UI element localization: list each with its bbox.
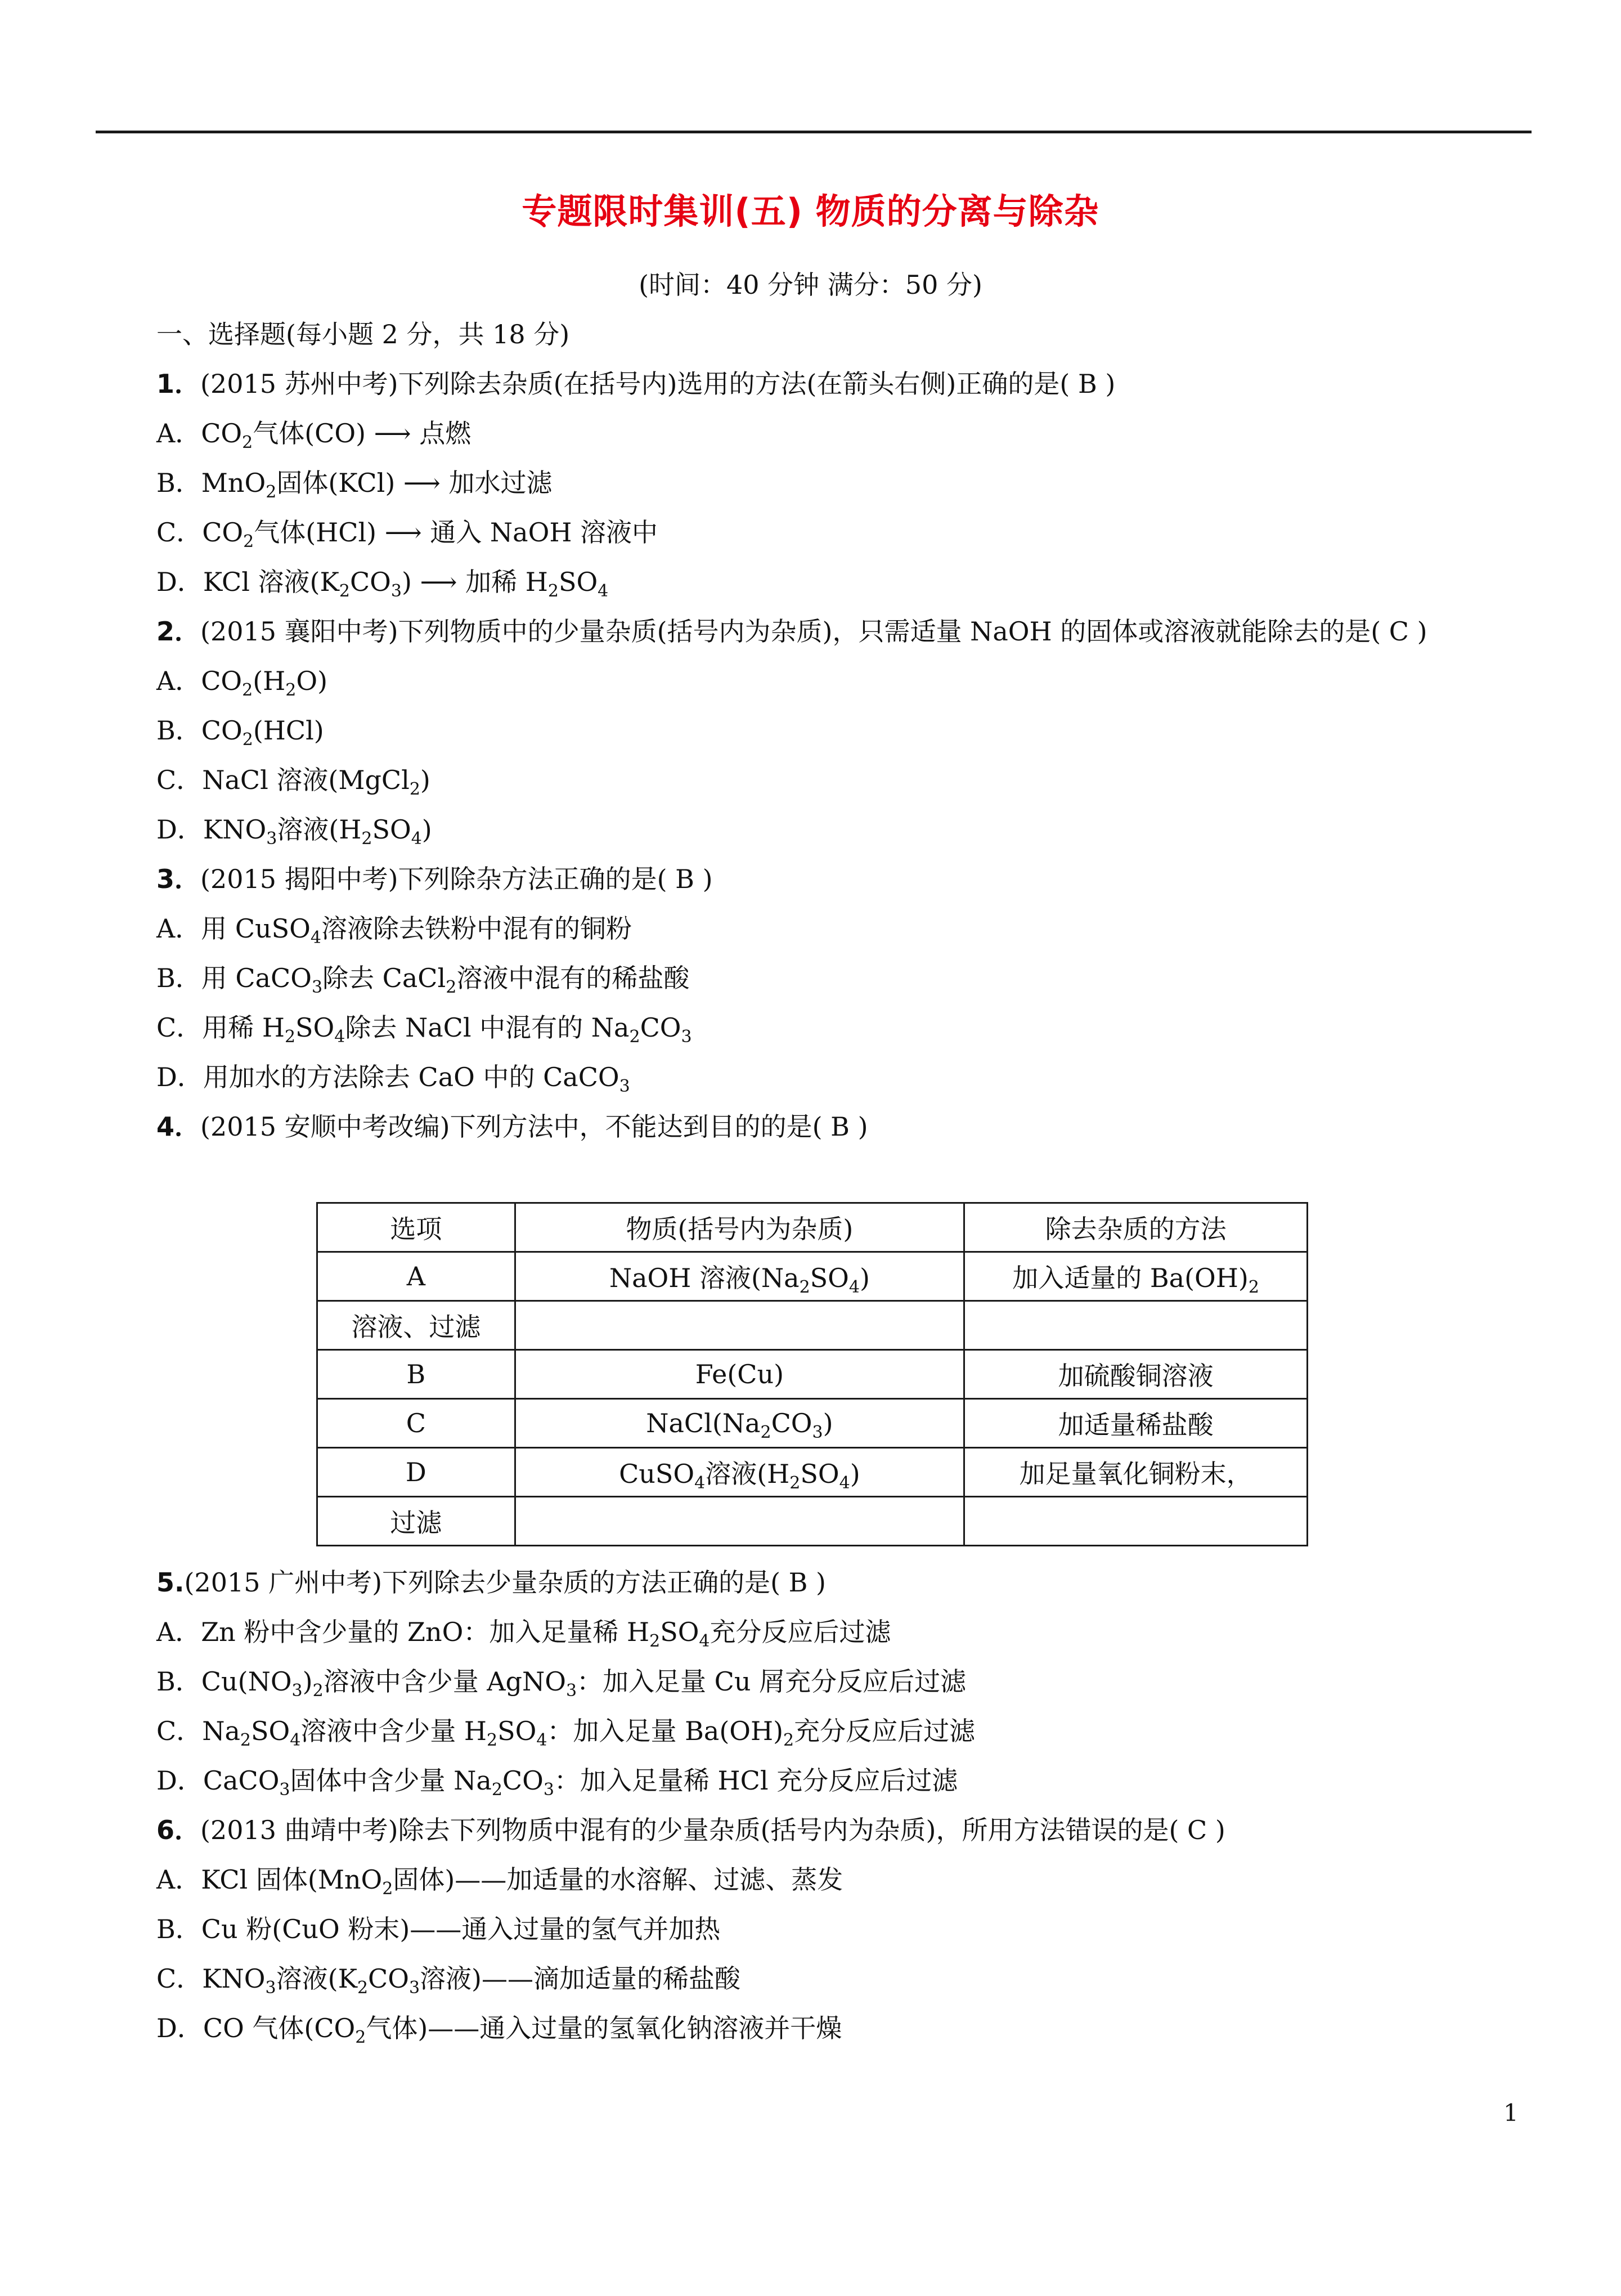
table-cell: 溶液、过滤 bbox=[317, 1301, 515, 1350]
q5-option-b bbox=[156, 1657, 1518, 1706]
subscript: 2 bbox=[240, 1730, 251, 1750]
subscript: 2 bbox=[339, 581, 350, 601]
subscript: 2 bbox=[547, 581, 559, 601]
text: C．用稀 H bbox=[156, 1012, 285, 1043]
text: NaCl(Na bbox=[646, 1408, 761, 1438]
table-header-row bbox=[317, 1203, 1308, 1252]
question-text: (2015 广州中考)下列除去少量杂质的方法正确的是( B ) bbox=[184, 1567, 827, 1598]
question-text: (2015 揭阳中考)下列除杂方法正确的是( B ) bbox=[200, 864, 713, 894]
q3-option-b bbox=[156, 953, 1518, 1003]
table-cell: C bbox=[317, 1399, 515, 1448]
text: ) bbox=[823, 1408, 833, 1438]
subscript: 4 bbox=[848, 1277, 860, 1297]
text: ：加入足量 Cu 屑充分反应后过滤 bbox=[577, 1666, 967, 1697]
subscript: 2 bbox=[242, 433, 253, 452]
question-number: 3． bbox=[156, 864, 201, 894]
q6-option-b bbox=[156, 1904, 1518, 1954]
text: 溶液(H bbox=[277, 814, 362, 845]
table-cell: D bbox=[317, 1448, 515, 1497]
subscript: 2 bbox=[382, 1879, 393, 1899]
table-cell: 加适量稀盐酸 bbox=[964, 1399, 1308, 1448]
text: ) bbox=[860, 1263, 870, 1293]
table-cell: 加硫酸铜溶液 bbox=[964, 1350, 1308, 1399]
subscript: 3 bbox=[565, 1681, 577, 1701]
q2-option-a bbox=[156, 656, 1518, 706]
subscript: 3 bbox=[408, 1978, 420, 1998]
text: CO bbox=[771, 1408, 812, 1438]
text: 溶液(H bbox=[705, 1459, 790, 1489]
table-row bbox=[317, 1252, 1308, 1301]
table-cell: Fe(Cu) bbox=[515, 1350, 964, 1399]
table-cell bbox=[515, 1497, 964, 1546]
question-6 bbox=[156, 1805, 1518, 1855]
question-text: (2013 曲靖中考)除去下列物质中混有的少量杂质(括号内为杂质)，所用方法错误的是( C ) bbox=[200, 1815, 1225, 1845]
text: SO bbox=[250, 1716, 290, 1746]
table-cell bbox=[515, 1301, 964, 1350]
text: B．Cu(NO bbox=[156, 1666, 292, 1697]
subscript: 2 bbox=[285, 680, 297, 700]
text: 加入适量的 Ba(OH) bbox=[1012, 1263, 1249, 1293]
q1-option-c bbox=[156, 508, 1518, 557]
question-4 bbox=[156, 1102, 1518, 1151]
text: CO bbox=[502, 1765, 544, 1796]
text: 气体(HCl) ⟶ 通入 NaOH 溶液中 bbox=[254, 517, 658, 548]
text: CO bbox=[349, 567, 391, 597]
text: ) bbox=[420, 765, 430, 795]
q6-option-a bbox=[156, 1855, 1518, 1904]
text: A．Zn 粉中含少量的 ZnO：加入足量稀 H bbox=[156, 1617, 650, 1647]
q3-option-c bbox=[156, 1003, 1518, 1052]
text: 溶液(K bbox=[276, 1963, 357, 1994]
text: 溶液中含少量 H bbox=[300, 1716, 487, 1746]
text: 固体(KCl) ⟶ 加水过滤 bbox=[276, 468, 553, 498]
subscript: 4 bbox=[411, 829, 422, 849]
text: CO bbox=[368, 1963, 409, 1994]
text: ) ⟶ 加稀 H bbox=[401, 567, 548, 597]
text: B．MnO bbox=[156, 468, 266, 498]
text: 充分反应后过滤 bbox=[710, 1617, 891, 1647]
subscript: 2 bbox=[629, 1027, 640, 1047]
table-cell: A bbox=[317, 1252, 515, 1301]
text: SO bbox=[295, 1012, 335, 1043]
page-subtitle: (时间：40 分钟 满分：50 分) bbox=[639, 270, 982, 300]
text: B．Cu 粉(CuO 粉末)——通入过量的氢气并加热 bbox=[156, 1914, 721, 1944]
subscript: 3 bbox=[265, 1978, 276, 1998]
text: A．用 CuSO bbox=[156, 913, 311, 944]
text: SO bbox=[558, 567, 598, 597]
text: 固体中含少量 Na bbox=[290, 1765, 492, 1796]
text: 溶液除去铁粉中混有的铜粉 bbox=[321, 913, 632, 944]
subscript: 4 bbox=[694, 1473, 706, 1493]
question-5 bbox=[156, 1558, 1518, 1607]
table-row bbox=[317, 1497, 1308, 1546]
subscript: 2 bbox=[357, 1978, 369, 1998]
text: SO bbox=[372, 814, 411, 845]
text: C．Na bbox=[156, 1716, 240, 1746]
question-number: 2． bbox=[156, 616, 201, 647]
text: D．用加水的方法除去 CaO 中的 CaCO bbox=[156, 1062, 619, 1092]
table-header-cell: 选项 bbox=[317, 1203, 515, 1252]
text: ) bbox=[421, 814, 432, 845]
table-row bbox=[317, 1448, 1308, 1497]
q3-option-d bbox=[156, 1052, 1518, 1102]
page-number: 1 bbox=[1503, 2099, 1519, 2127]
text: SO bbox=[810, 1263, 849, 1293]
question-number: 4． bbox=[156, 1111, 201, 1142]
subscript: 4 bbox=[290, 1730, 301, 1750]
subscript: 3 bbox=[390, 581, 402, 601]
question-text: (2015 襄阳中考)下列物质中的少量杂质(括号内为杂质)，只需适量 NaOH 的固体或溶液就能除去的是( C ) bbox=[200, 616, 1427, 647]
text: 除去 NaCl 中混有的 Na bbox=[345, 1012, 630, 1043]
text: 固体)——加适量的水溶解、过滤、蒸发 bbox=[393, 1864, 843, 1895]
question-3 bbox=[156, 854, 1518, 904]
q1-option-d bbox=[156, 557, 1518, 607]
options-table bbox=[316, 1202, 1308, 1546]
text: SO bbox=[497, 1716, 537, 1746]
question-number: 1． bbox=[156, 369, 201, 399]
spacer bbox=[156, 1151, 1518, 1202]
page-title: 专题限时集训(五) 物质的分离与除杂 bbox=[522, 191, 1099, 232]
text: C．CO bbox=[156, 517, 244, 548]
table-cell bbox=[515, 1399, 964, 1448]
spacer bbox=[156, 1546, 1518, 1558]
subscript: 2 bbox=[243, 532, 254, 551]
subscript: 2 bbox=[242, 680, 253, 700]
question-1 bbox=[156, 359, 1518, 409]
text: D．KCl 溶液(K bbox=[156, 567, 339, 597]
subscript: 3 bbox=[681, 1027, 692, 1047]
subscript: 2 bbox=[649, 1631, 661, 1651]
text: 充分反应后过滤 bbox=[794, 1716, 976, 1746]
header-rule bbox=[96, 131, 1532, 133]
subscript: 2 bbox=[1248, 1277, 1259, 1297]
text: C．NaCl 溶液(MgCl bbox=[156, 765, 410, 795]
subscript: 3 bbox=[291, 1681, 303, 1701]
subscript: 2 bbox=[446, 977, 457, 997]
table-header-cell: 除去杂质的方法 bbox=[964, 1203, 1308, 1252]
text: B．用 CaCO bbox=[156, 963, 312, 993]
q1-option-a bbox=[156, 409, 1518, 458]
text: A．CO bbox=[156, 418, 243, 449]
question-number: 6． bbox=[156, 1815, 201, 1845]
table-cell: B bbox=[317, 1350, 515, 1399]
section-heading: 一、选择题(每小题 2 分，共 18 分) bbox=[156, 319, 570, 349]
text: O) bbox=[296, 666, 328, 696]
question-number: 5. bbox=[156, 1567, 185, 1598]
table-row bbox=[317, 1301, 1308, 1350]
question-text: (2015 安顺中考改编)下列方法中，不能达到目的的是( B ) bbox=[200, 1111, 868, 1142]
subscript: 2 bbox=[409, 779, 420, 799]
subscript: 2 bbox=[487, 1730, 498, 1750]
subscript: 2 bbox=[760, 1423, 771, 1442]
subscript: 2 bbox=[284, 1027, 296, 1047]
subscript: 3 bbox=[279, 1780, 290, 1800]
subscript: 2 bbox=[312, 1681, 324, 1701]
subscript: 3 bbox=[266, 829, 277, 849]
text: SO bbox=[660, 1617, 699, 1647]
text: CuSO bbox=[619, 1459, 695, 1489]
subscript: 3 bbox=[311, 977, 323, 997]
text: D．CO 气体(CO bbox=[156, 2013, 356, 2043]
table-cell bbox=[515, 1252, 964, 1301]
text: 气体(CO) ⟶ 点燃 bbox=[253, 418, 472, 449]
table-header-cell: 物质(括号内为杂质) bbox=[515, 1203, 964, 1252]
question-text: (2015 苏州中考)下列除去杂质(在括号内)选用的方法(在箭头右侧)正确的是( B ) bbox=[200, 369, 1116, 399]
text: B．CO bbox=[156, 715, 243, 746]
text: ) bbox=[302, 1666, 313, 1697]
subscript: 4 bbox=[310, 928, 321, 948]
table-cell: 加足量氧化铜粉末， bbox=[964, 1448, 1308, 1497]
text: D．CaCO bbox=[156, 1765, 280, 1796]
table-cell: 过滤 bbox=[317, 1497, 515, 1546]
text: C．KNO bbox=[156, 1963, 266, 1994]
text: 溶液中含少量 AgNO bbox=[323, 1666, 566, 1697]
q2-option-c bbox=[156, 755, 1518, 805]
subscript: 2 bbox=[799, 1277, 810, 1297]
q2-option-b bbox=[156, 706, 1518, 755]
text: ) bbox=[850, 1459, 860, 1489]
text: A．KCl 固体(MnO bbox=[156, 1864, 383, 1895]
subscript: 2 bbox=[361, 829, 372, 849]
text: A．CO bbox=[156, 666, 243, 696]
subscript: 2 bbox=[789, 1473, 801, 1493]
subscript: 4 bbox=[334, 1027, 345, 1047]
subscript: 2 bbox=[242, 730, 253, 750]
question-2 bbox=[156, 607, 1518, 656]
subscript: 3 bbox=[619, 1077, 630, 1096]
subscript: 4 bbox=[839, 1473, 850, 1493]
table-cell bbox=[964, 1252, 1308, 1301]
q6-option-d bbox=[156, 2003, 1518, 2053]
q5-option-c bbox=[156, 1706, 1518, 1756]
question-list bbox=[156, 310, 1518, 2053]
subscript: 3 bbox=[812, 1423, 823, 1442]
subscript: 2 bbox=[266, 482, 277, 502]
text: 除去 CaCl bbox=[322, 963, 446, 993]
table-cell bbox=[964, 1301, 1308, 1350]
subscript: 4 bbox=[598, 581, 609, 601]
text: 溶液)——滴加适量的稀盐酸 bbox=[420, 1963, 740, 1994]
q6-option-c bbox=[156, 1954, 1518, 2003]
text: ：加入足量 Ba(OH) bbox=[547, 1716, 784, 1746]
q5-option-d bbox=[156, 1756, 1518, 1805]
q1-option-b bbox=[156, 458, 1518, 508]
subscript: 2 bbox=[783, 1730, 794, 1750]
text: SO bbox=[800, 1459, 839, 1489]
subscript: 4 bbox=[699, 1631, 710, 1651]
text: 溶液中混有的稀盐酸 bbox=[456, 963, 690, 993]
text: 气体)——通入过量的氢氧化钠溶液并干燥 bbox=[366, 2013, 842, 2043]
subscript: 4 bbox=[536, 1730, 547, 1750]
q2-option-d bbox=[156, 805, 1518, 854]
text: NaOH 溶液(Na bbox=[609, 1263, 800, 1293]
q3-option-a bbox=[156, 904, 1518, 953]
text: (H bbox=[253, 666, 286, 696]
text: ：加入足量稀 HCl 充分反应后过滤 bbox=[554, 1765, 958, 1796]
text: CO bbox=[640, 1012, 681, 1043]
text: (HCl) bbox=[253, 715, 324, 746]
subscript: 2 bbox=[491, 1780, 502, 1800]
subscript: 2 bbox=[355, 2028, 366, 2047]
table-row bbox=[317, 1399, 1308, 1448]
table-row bbox=[317, 1350, 1308, 1399]
q5-option-a bbox=[156, 1607, 1518, 1657]
table-cell bbox=[515, 1448, 964, 1497]
text: D．KNO bbox=[156, 814, 267, 845]
subscript: 3 bbox=[543, 1780, 554, 1800]
table-cell bbox=[964, 1497, 1308, 1546]
